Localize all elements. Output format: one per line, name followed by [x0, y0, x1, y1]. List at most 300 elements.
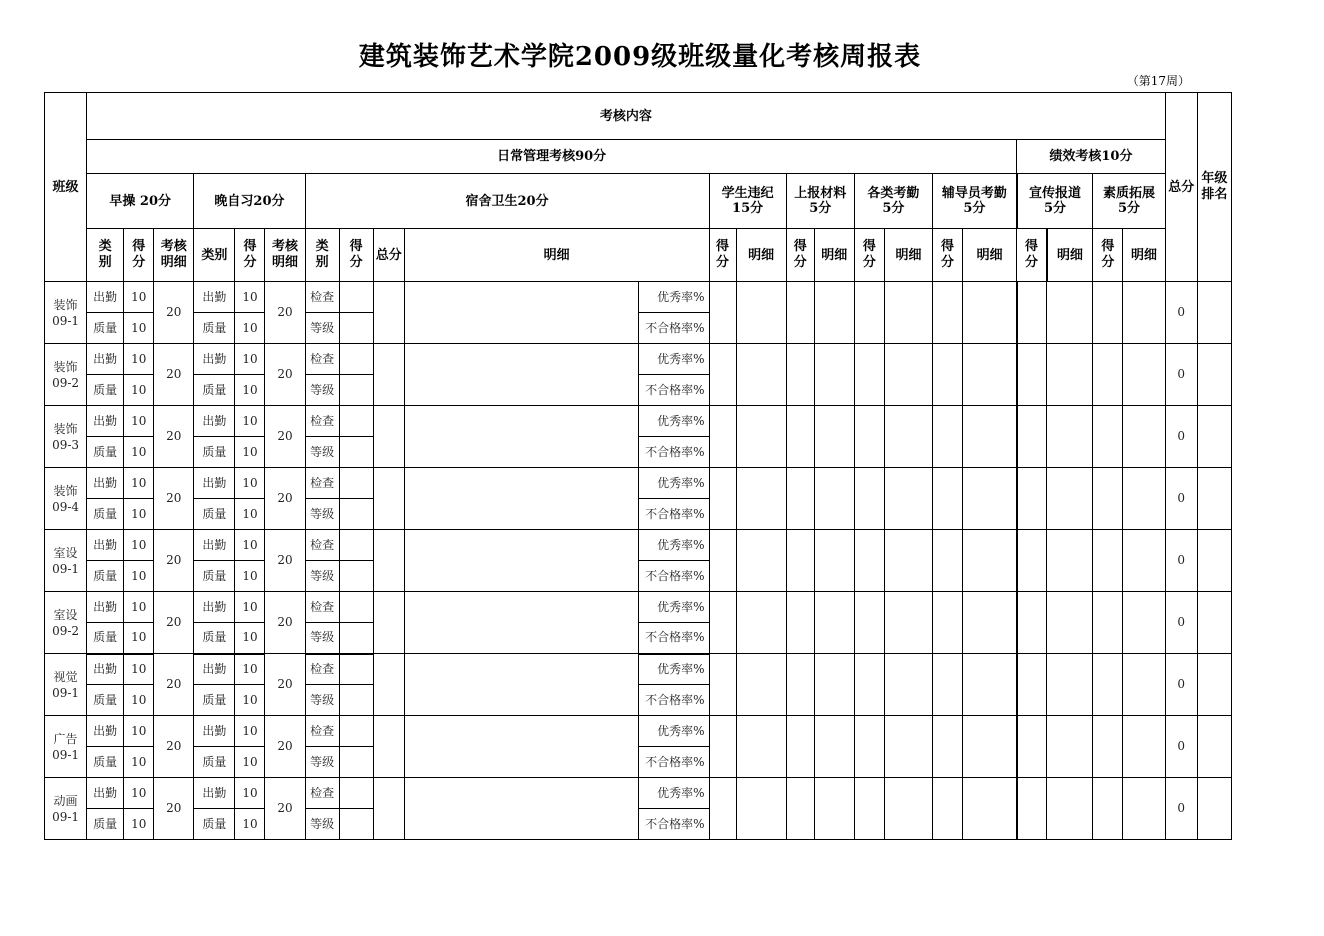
morning-quality-score: 10	[124, 499, 154, 530]
dorm-check-label: 检查	[305, 592, 339, 623]
dorm-check-label: 检查	[305, 778, 339, 809]
class-name: 室设09-1	[45, 530, 87, 592]
dorm-grade-label: 等级	[305, 747, 339, 778]
total-header: 总分	[1165, 93, 1197, 282]
class-total: 0	[1165, 282, 1197, 344]
attendance-detail	[884, 654, 932, 716]
table-row	[45, 406, 1232, 437]
dorm-check-label: 检查	[305, 344, 339, 375]
dorm-fail-label: 不合格率%	[639, 375, 709, 406]
class-total: 0	[1165, 530, 1197, 592]
dorm-excellent-label: 优秀率%	[639, 654, 709, 685]
subheader-detail: 明细	[884, 229, 932, 282]
table-row	[45, 530, 1232, 561]
counselor-detail	[963, 406, 1017, 468]
dorm-check-score	[339, 468, 373, 499]
attendance-detail	[884, 282, 932, 344]
dorm-grade-label: 等级	[305, 809, 339, 840]
attendance-score	[854, 282, 884, 344]
morning-sum: 20	[154, 592, 194, 654]
publicity-score	[1017, 592, 1047, 654]
quality-detail	[1123, 778, 1165, 840]
subheader-score: 得分	[786, 229, 814, 282]
discipline-score	[709, 282, 736, 344]
counselor-detail	[963, 716, 1017, 778]
dorm-excellent-label: 优秀率%	[639, 468, 709, 499]
report-detail	[814, 716, 854, 778]
class-rank	[1197, 778, 1231, 840]
group-discipline: 学生违纪15分	[709, 174, 786, 229]
subheader-score: 得分	[709, 229, 736, 282]
dorm-excellent-label: 优秀率%	[639, 716, 709, 747]
evening-attendance-score: 10	[235, 778, 265, 809]
evening-quality-score: 10	[235, 623, 265, 654]
dorm-fail-label: 不合格率%	[639, 623, 709, 654]
dorm-grade-label: 等级	[305, 313, 339, 344]
evening-quality-label: 质量	[194, 685, 235, 716]
class-name: 视觉09-1	[45, 654, 87, 716]
dorm-grade-score	[339, 313, 373, 344]
morning-sum: 20	[154, 530, 194, 592]
morning-sum: 20	[154, 654, 194, 716]
report-detail	[814, 282, 854, 344]
evening-attendance-label: 出勤	[194, 654, 235, 685]
attendance-detail	[884, 468, 932, 530]
dorm-check-score	[339, 716, 373, 747]
discipline-detail	[736, 654, 786, 716]
discipline-detail	[736, 344, 786, 406]
table-row	[45, 592, 1232, 623]
quality-score	[1093, 406, 1123, 468]
evening-quality-label: 质量	[194, 499, 235, 530]
evening-quality-score: 10	[235, 499, 265, 530]
dorm-fail-label: 不合格率%	[639, 313, 709, 344]
dorm-total	[373, 654, 404, 716]
class-name: 装饰09-4	[45, 468, 87, 530]
morning-quality-label: 质量	[87, 747, 124, 778]
class-rank	[1197, 406, 1231, 468]
discipline-detail	[736, 530, 786, 592]
morning-attendance-score: 10	[124, 778, 154, 809]
attendance-detail	[884, 716, 932, 778]
dorm-detail	[404, 530, 639, 592]
discipline-detail	[736, 778, 786, 840]
evening-quality-score: 10	[235, 685, 265, 716]
morning-sum: 20	[154, 406, 194, 468]
evening-sum: 20	[265, 282, 305, 344]
morning-sum: 20	[154, 468, 194, 530]
morning-quality-label: 质量	[87, 809, 124, 840]
morning-attendance-score: 10	[124, 344, 154, 375]
evening-attendance-label: 出勤	[194, 468, 235, 499]
counselor-score	[933, 716, 963, 778]
quality-score	[1093, 654, 1123, 716]
evening-quality-label: 质量	[194, 375, 235, 406]
subheader-score: 得分	[124, 229, 154, 282]
quality-detail	[1123, 592, 1165, 654]
evening-quality-score: 10	[235, 375, 265, 406]
class-rank	[1197, 282, 1231, 344]
class-total: 0	[1165, 344, 1197, 406]
evening-attendance-label: 出勤	[194, 716, 235, 747]
evening-attendance-label: 出勤	[194, 592, 235, 623]
evening-quality-score: 10	[235, 809, 265, 840]
morning-attendance-label: 出勤	[87, 530, 124, 561]
morning-attendance-score: 10	[124, 592, 154, 623]
morning-attendance-score: 10	[124, 468, 154, 499]
subheader-score: 得分	[339, 229, 373, 282]
subheader-score: 得分	[854, 229, 884, 282]
group-evening: 晚自习20分	[194, 174, 305, 229]
dorm-total	[373, 282, 404, 344]
attendance-detail	[884, 592, 932, 654]
publicity-detail	[1047, 344, 1093, 406]
evening-sum: 20	[265, 716, 305, 778]
class-name: 装饰09-2	[45, 344, 87, 406]
assessment-table	[44, 92, 1232, 840]
publicity-score	[1017, 282, 1047, 344]
dorm-grade-score	[339, 499, 373, 530]
dorm-grade-score	[339, 623, 373, 654]
subheader-detail: 明细	[814, 229, 854, 282]
discipline-detail	[736, 282, 786, 344]
morning-attendance-label: 出勤	[87, 592, 124, 623]
quality-detail	[1123, 406, 1165, 468]
publicity-detail	[1047, 654, 1093, 716]
dorm-grade-label: 等级	[305, 623, 339, 654]
evening-quality-label: 质量	[194, 437, 235, 468]
morning-quality-score: 10	[124, 623, 154, 654]
morning-quality-label: 质量	[87, 437, 124, 468]
report-detail	[814, 592, 854, 654]
morning-attendance-score: 10	[124, 406, 154, 437]
evening-quality-label: 质量	[194, 623, 235, 654]
subheader-type: 类别	[87, 229, 124, 282]
group-report: 上报材料5分	[786, 174, 854, 229]
class-rank	[1197, 530, 1231, 592]
dorm-check-score	[339, 592, 373, 623]
dorm-check-label: 检查	[305, 406, 339, 437]
publicity-score	[1017, 716, 1047, 778]
evening-attendance-score: 10	[235, 530, 265, 561]
dorm-excellent-label: 优秀率%	[639, 530, 709, 561]
quality-score	[1093, 468, 1123, 530]
evening-quality-score: 10	[235, 747, 265, 778]
dorm-excellent-label: 优秀率%	[639, 344, 709, 375]
morning-quality-label: 质量	[87, 313, 124, 344]
evening-attendance-label: 出勤	[194, 406, 235, 437]
attendance-score	[854, 592, 884, 654]
discipline-score	[709, 468, 736, 530]
report-score	[786, 282, 814, 344]
dorm-check-score	[339, 282, 373, 313]
subheader-detail_check: 考核明细	[265, 229, 305, 282]
evening-sum: 20	[265, 344, 305, 406]
class-total: 0	[1165, 592, 1197, 654]
discipline-score	[709, 654, 736, 716]
dorm-detail	[404, 654, 639, 716]
report-detail	[814, 530, 854, 592]
class-rank	[1197, 716, 1231, 778]
group-counselor: 辅导员考勤5分	[933, 174, 1017, 229]
morning-quality-score: 10	[124, 437, 154, 468]
evening-quality-score: 10	[235, 313, 265, 344]
morning-attendance-label: 出勤	[87, 778, 124, 809]
quality-score	[1093, 592, 1123, 654]
report-score	[786, 530, 814, 592]
counselor-detail	[963, 468, 1017, 530]
publicity-score	[1017, 406, 1047, 468]
morning-attendance-score: 10	[124, 530, 154, 561]
class-total: 0	[1165, 406, 1197, 468]
morning-quality-score: 10	[124, 561, 154, 592]
evening-sum: 20	[265, 530, 305, 592]
dorm-check-label: 检查	[305, 530, 339, 561]
publicity-score	[1017, 530, 1047, 592]
rank-header: 年级排名	[1197, 93, 1231, 282]
class-header: 班级	[45, 93, 87, 282]
subheader-detail: 明细	[404, 229, 709, 282]
report-detail	[814, 468, 854, 530]
evening-sum: 20	[265, 406, 305, 468]
quality-score	[1093, 716, 1123, 778]
subheader-detail_check: 考核明细	[154, 229, 194, 282]
dorm-grade-score	[339, 561, 373, 592]
dorm-grade-label: 等级	[305, 375, 339, 406]
discipline-detail	[736, 592, 786, 654]
dorm-fail-label: 不合格率%	[639, 747, 709, 778]
counselor-score	[933, 654, 963, 716]
quality-detail	[1123, 654, 1165, 716]
table-row	[45, 654, 1232, 685]
report-score	[786, 344, 814, 406]
table-row	[45, 716, 1232, 747]
subheader-type: 类别	[305, 229, 339, 282]
subheader-score: 得分	[235, 229, 265, 282]
counselor-detail	[963, 592, 1017, 654]
evening-sum: 20	[265, 468, 305, 530]
dorm-check-score	[339, 406, 373, 437]
group-dorm: 宿舍卫生20分	[305, 174, 709, 229]
table-row	[45, 468, 1232, 499]
group-morning: 早操 20分	[87, 174, 194, 229]
attendance-detail	[884, 344, 932, 406]
attendance-score	[854, 530, 884, 592]
attendance-score	[854, 344, 884, 406]
class-name: 装饰09-1	[45, 282, 87, 344]
attendance-detail	[884, 778, 932, 840]
quality-detail	[1123, 716, 1165, 778]
subheader-total: 总分	[373, 229, 404, 282]
evening-sum: 20	[265, 592, 305, 654]
subheader-detail: 明细	[736, 229, 786, 282]
dorm-grade-label: 等级	[305, 685, 339, 716]
morning-quality-label: 质量	[87, 499, 124, 530]
dorm-grade-label: 等级	[305, 499, 339, 530]
counselor-score	[933, 344, 963, 406]
attendance-score	[854, 778, 884, 840]
dorm-fail-label: 不合格率%	[639, 561, 709, 592]
counselor-score	[933, 592, 963, 654]
evening-attendance-label: 出勤	[194, 778, 235, 809]
daily-header: 日常管理考核90分	[87, 140, 1017, 174]
evening-quality-label: 质量	[194, 809, 235, 840]
dorm-grade-label: 等级	[305, 561, 339, 592]
content-header: 考核内容	[87, 93, 1166, 140]
dorm-detail	[404, 716, 639, 778]
morning-attendance-label: 出勤	[87, 344, 124, 375]
attendance-detail	[884, 530, 932, 592]
group-attendance: 各类考勤5分	[854, 174, 932, 229]
publicity-detail	[1047, 282, 1093, 344]
dorm-check-score	[339, 654, 373, 685]
morning-quality-score: 10	[124, 375, 154, 406]
group-publicity: 宣传报道5分	[1017, 174, 1093, 229]
dorm-excellent-label: 优秀率%	[639, 592, 709, 623]
attendance-score	[854, 406, 884, 468]
report-score	[786, 468, 814, 530]
subheader-detail: 明细	[1123, 229, 1165, 282]
evening-sum: 20	[265, 654, 305, 716]
class-rank	[1197, 654, 1231, 716]
morning-attendance-score: 10	[124, 716, 154, 747]
evening-attendance-label: 出勤	[194, 530, 235, 561]
table-row	[45, 282, 1232, 313]
dorm-detail	[404, 592, 639, 654]
evening-attendance-score: 10	[235, 344, 265, 375]
dorm-detail	[404, 282, 639, 344]
class-rank	[1197, 344, 1231, 406]
discipline-score	[709, 530, 736, 592]
discipline-score	[709, 592, 736, 654]
publicity-detail	[1047, 468, 1093, 530]
class-total: 0	[1165, 468, 1197, 530]
subheader-detail: 明细	[963, 229, 1017, 282]
dorm-fail-label: 不合格率%	[639, 499, 709, 530]
dorm-check-score	[339, 530, 373, 561]
quality-score	[1093, 530, 1123, 592]
quality-score	[1093, 344, 1123, 406]
morning-attendance-label: 出勤	[87, 654, 124, 685]
counselor-score	[933, 406, 963, 468]
publicity-detail	[1047, 406, 1093, 468]
dorm-total	[373, 778, 404, 840]
evening-attendance-score: 10	[235, 406, 265, 437]
discipline-score	[709, 716, 736, 778]
morning-quality-label: 质量	[87, 561, 124, 592]
counselor-detail	[963, 778, 1017, 840]
dorm-check-score	[339, 778, 373, 809]
class-name: 室设09-2	[45, 592, 87, 654]
discipline-score	[709, 406, 736, 468]
report-detail	[814, 344, 854, 406]
report-score	[786, 778, 814, 840]
dorm-detail	[404, 406, 639, 468]
evening-attendance-score: 10	[235, 654, 265, 685]
publicity-score	[1017, 778, 1047, 840]
page-title: 建筑装饰艺术学院2009级班级量化考核周报表	[358, 42, 922, 72]
report-score	[786, 716, 814, 778]
dorm-fail-label: 不合格率%	[639, 437, 709, 468]
class-total: 0	[1165, 778, 1197, 840]
class-total: 0	[1165, 654, 1197, 716]
discipline-detail	[736, 716, 786, 778]
quality-detail	[1123, 344, 1165, 406]
dorm-total	[373, 344, 404, 406]
evening-attendance-score: 10	[235, 282, 265, 313]
publicity-detail	[1047, 716, 1093, 778]
counselor-detail	[963, 654, 1017, 716]
report-detail	[814, 654, 854, 716]
evening-attendance-label: 出勤	[194, 344, 235, 375]
table-row	[45, 778, 1232, 809]
report-detail	[814, 778, 854, 840]
morning-sum: 20	[154, 778, 194, 840]
dorm-grade-label: 等级	[305, 437, 339, 468]
attendance-detail	[884, 406, 932, 468]
discipline-detail	[736, 468, 786, 530]
morning-quality-label: 质量	[87, 685, 124, 716]
publicity-score	[1017, 654, 1047, 716]
morning-sum: 20	[154, 344, 194, 406]
evening-sum: 20	[265, 778, 305, 840]
morning-sum: 20	[154, 282, 194, 344]
dorm-total	[373, 592, 404, 654]
publicity-detail	[1047, 530, 1093, 592]
dorm-grade-score	[339, 437, 373, 468]
morning-sum: 20	[154, 716, 194, 778]
morning-attendance-label: 出勤	[87, 716, 124, 747]
morning-quality-score: 10	[124, 747, 154, 778]
counselor-detail	[963, 344, 1017, 406]
counselor-score	[933, 530, 963, 592]
class-name: 动画09-1	[45, 778, 87, 840]
report-score	[786, 592, 814, 654]
publicity-score	[1017, 344, 1047, 406]
attendance-score	[854, 654, 884, 716]
class-rank	[1197, 592, 1231, 654]
quality-score	[1093, 778, 1123, 840]
dorm-check-label: 检查	[305, 716, 339, 747]
counselor-score	[933, 282, 963, 344]
evening-attendance-label: 出勤	[194, 282, 235, 313]
report-score	[786, 406, 814, 468]
week-label: （第17周）	[1126, 74, 1190, 88]
dorm-total	[373, 406, 404, 468]
report-detail	[814, 406, 854, 468]
dorm-detail	[404, 468, 639, 530]
evening-attendance-score: 10	[235, 592, 265, 623]
dorm-excellent-label: 优秀率%	[639, 406, 709, 437]
counselor-detail	[963, 530, 1017, 592]
class-total: 0	[1165, 716, 1197, 778]
publicity-score	[1017, 468, 1047, 530]
evening-attendance-score: 10	[235, 468, 265, 499]
counselor-score	[933, 778, 963, 840]
dorm-detail	[404, 778, 639, 840]
morning-quality-label: 质量	[87, 375, 124, 406]
publicity-detail	[1047, 592, 1093, 654]
dorm-excellent-label: 优秀率%	[639, 282, 709, 313]
subheader-score: 得分	[1017, 229, 1047, 282]
subheader-type: 类别	[194, 229, 235, 282]
morning-attendance-label: 出勤	[87, 406, 124, 437]
dorm-check-label: 检查	[305, 282, 339, 313]
discipline-score	[709, 778, 736, 840]
group-quality: 素质拓展5分	[1093, 174, 1165, 229]
class-name: 装饰09-3	[45, 406, 87, 468]
morning-quality-score: 10	[124, 809, 154, 840]
